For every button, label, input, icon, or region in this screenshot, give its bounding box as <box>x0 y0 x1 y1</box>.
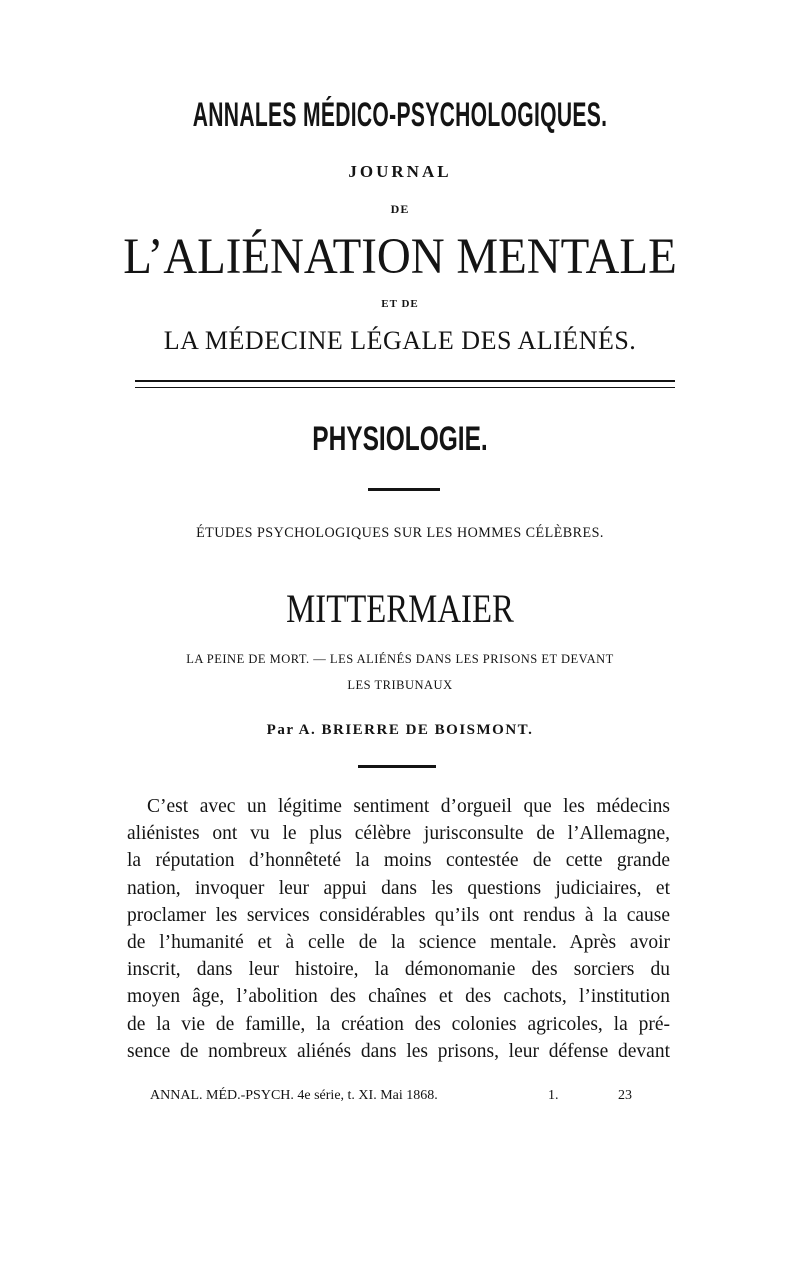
header-subtitle: LA MÉDECINE LÉGALE DES ALIÉNÉS. <box>163 326 637 355</box>
text-line: de l’humanité et à celle de la science mentale. Après avoir <box>127 932 670 954</box>
et-de-label: ET DE <box>381 298 419 310</box>
footer-signature: 1. <box>548 1088 559 1103</box>
text-line: proclamer les services considérables qu’ils ont rendus à la cause <box>127 904 670 926</box>
footer-reference: ANNAL. MÉD.-PSYCH. 4e série, t. XI. Mai 1868. <box>150 1088 438 1103</box>
text-line: C’est avec un légitime sentiment d’orgueil que les médecins <box>147 796 670 817</box>
article-subtitle-line1: LA PEINE DE MORT. — LES ALIÉNÉS DANS LES PRISONS ET DEVANT <box>186 652 614 666</box>
section-title: PHYSIOLOGIE. <box>312 420 488 458</box>
text-line: moyen âge, l’abolition des chaînes et des cachots, l’institution <box>127 986 670 1008</box>
text-line: aliénistes ont vu le plus célèbre jurisconsulte de l’Allemagne, <box>127 823 670 845</box>
text-line: sence de nombreux aliénés dans les prisons, leur défense devant <box>127 1040 670 1062</box>
de-label: DE <box>390 202 410 216</box>
journal-title: ANNALES MÉDICO-PSYCHOLOGIQUES. <box>192 96 608 134</box>
journal-label: JOURNAL <box>348 162 452 181</box>
double-rule-divider <box>135 380 675 388</box>
page-number: 23 <box>618 1088 632 1103</box>
series-title: ÉTUDES PSYCHOLOGIQUES SUR LES HOMMES CÉLÈBRES. <box>196 525 604 541</box>
text-line: de la vie de famille, la création des colonies agricoles, la pré- <box>127 1013 670 1035</box>
body-paragraph <box>127 793 670 1065</box>
short-rule-divider-2 <box>358 765 436 768</box>
text-line: la réputation d’honnêteté la moins contestée de cette grande <box>127 850 670 872</box>
short-rule-divider <box>368 488 440 491</box>
text-line: nation, invoquer leur appui dans les questions judiciaires, et <box>127 877 670 899</box>
article-title: MITTERMAIER <box>286 586 514 631</box>
article-subtitle-line2: LES TRIBUNAUX <box>347 678 453 692</box>
text-line: inscrit, dans leur histoire, la démonomanie des sorciers du <box>127 959 670 981</box>
main-title: L’ALIÉNATION MENTALE <box>123 229 677 285</box>
byline: Par A. BRIERRE DE BOISMONT. <box>266 722 534 738</box>
